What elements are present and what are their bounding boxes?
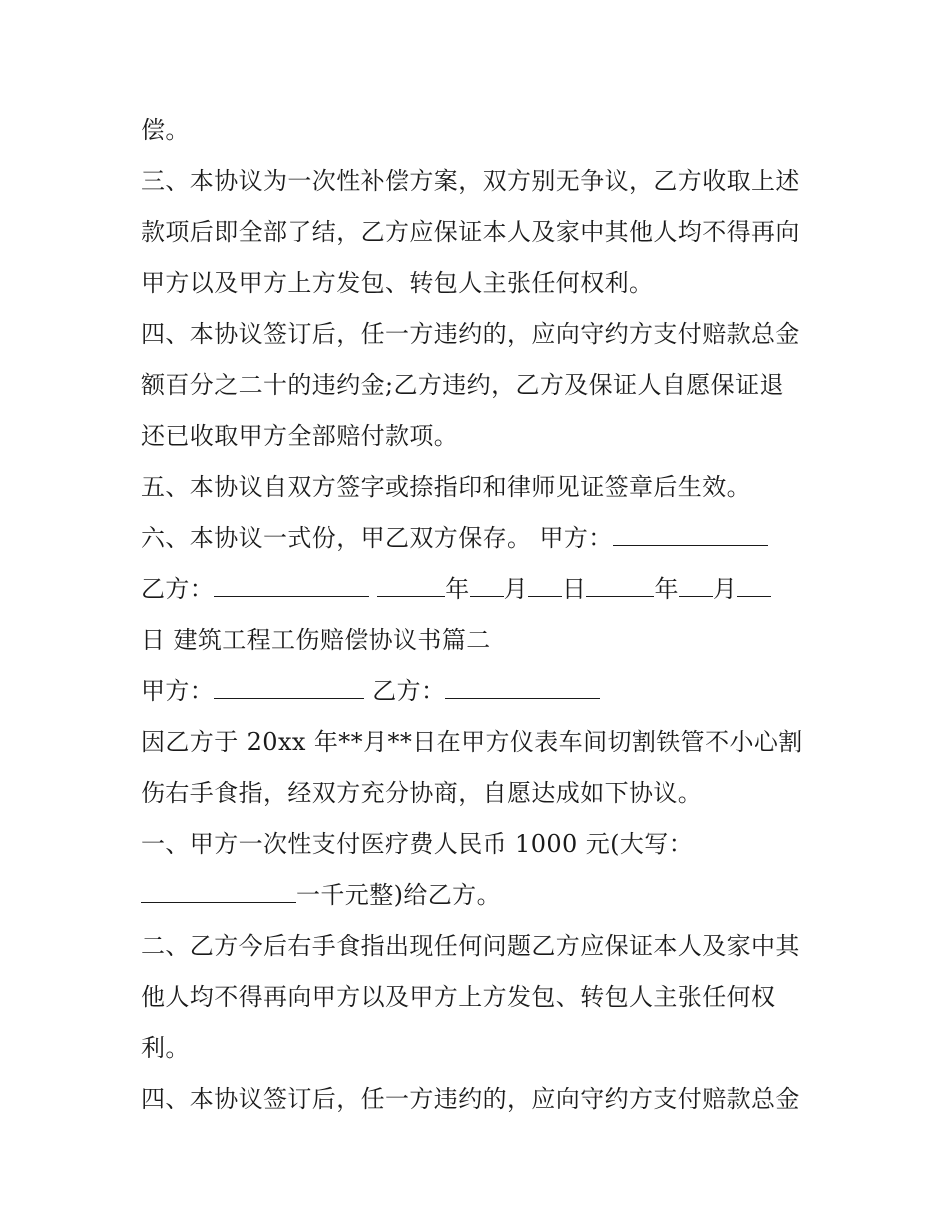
copies-signature-line — [141, 523, 768, 553]
day-blank — [737, 576, 771, 597]
text-line: 一、甲方一次性支付医疗费人民币 1000 元(大写： — [141, 830, 694, 858]
party-b-signature-blank — [214, 576, 369, 597]
parties-line — [141, 676, 600, 706]
month-label: 月 — [503, 575, 529, 603]
year-label: 年 — [445, 575, 470, 603]
year-blank — [377, 576, 445, 597]
party-b-label: 乙方： — [372, 677, 446, 705]
text-line: 三、本协议为一次性补偿方案，双方别无争议，乙方收取上述 — [141, 167, 800, 195]
day-label: 日 — [141, 626, 166, 654]
text-line: 五、本协议自双方签字或捺指印和律师见证签章后生效。 — [141, 473, 751, 501]
text-line: 额百分之二十的违约金;乙方违约，乙方及保证人自愿保证退 — [141, 371, 784, 399]
text-line: 伤右手食指，经双方充分协商，自愿达成如下协议。 — [141, 779, 703, 807]
month-label: 月 — [712, 575, 738, 603]
day-blank — [528, 576, 562, 597]
year-blank — [586, 576, 654, 597]
day-label: 日 — [562, 575, 587, 603]
text-line: 因乙方于 20xx 年**月**日在甲方仪表车间切割铁管不小心割 — [141, 728, 803, 756]
amount-line — [141, 880, 501, 910]
month-blank — [679, 576, 713, 597]
section-title-line — [141, 625, 491, 655]
text-line: 二、乙方今后右手食指出现任何问题乙方应保证本人及家中其 — [141, 932, 800, 960]
text-line: 四、本协议签订后，任一方违约的，应向守约方支付赔款总金 — [141, 1085, 800, 1113]
year-label: 年 — [654, 575, 679, 603]
text-line: 偿。 — [141, 116, 190, 144]
copies-text: 六、本协议一式份，甲乙双方保存。 — [141, 524, 532, 552]
party-b-label: 乙方： — [141, 575, 215, 603]
text-line: 甲方以及甲方上方发包、转包人主张任何权利。 — [141, 269, 654, 297]
text-line: 他人均不得再向甲方以及甲方上方发包、转包人主张任何权 — [141, 983, 776, 1011]
party-b-name-blank — [445, 678, 600, 699]
amount-in-words-blank — [141, 882, 296, 903]
text-line: 利。 — [141, 1034, 190, 1062]
month-blank — [470, 576, 504, 597]
amount-in-words-text: 一千元整)给乙方。 — [296, 881, 501, 909]
text-line: 款项后即全部了结，乙方应保证本人及家中其他人均不得再向 — [141, 218, 800, 246]
text-line: 还已收取甲方全部赔付款项。 — [141, 422, 459, 450]
text-line: 四、本协议签订后，任一方违约的，应向守约方支付赔款总金 — [141, 320, 800, 348]
section-title: 建筑工程工伤赔偿协议书篇二 — [173, 626, 491, 654]
party-b-date-line — [141, 574, 771, 604]
party-a-signature-blank — [613, 525, 768, 546]
party-a-name-blank — [214, 678, 364, 699]
party-a-label: 甲方： — [539, 524, 613, 552]
party-a-label: 甲方： — [141, 677, 215, 705]
